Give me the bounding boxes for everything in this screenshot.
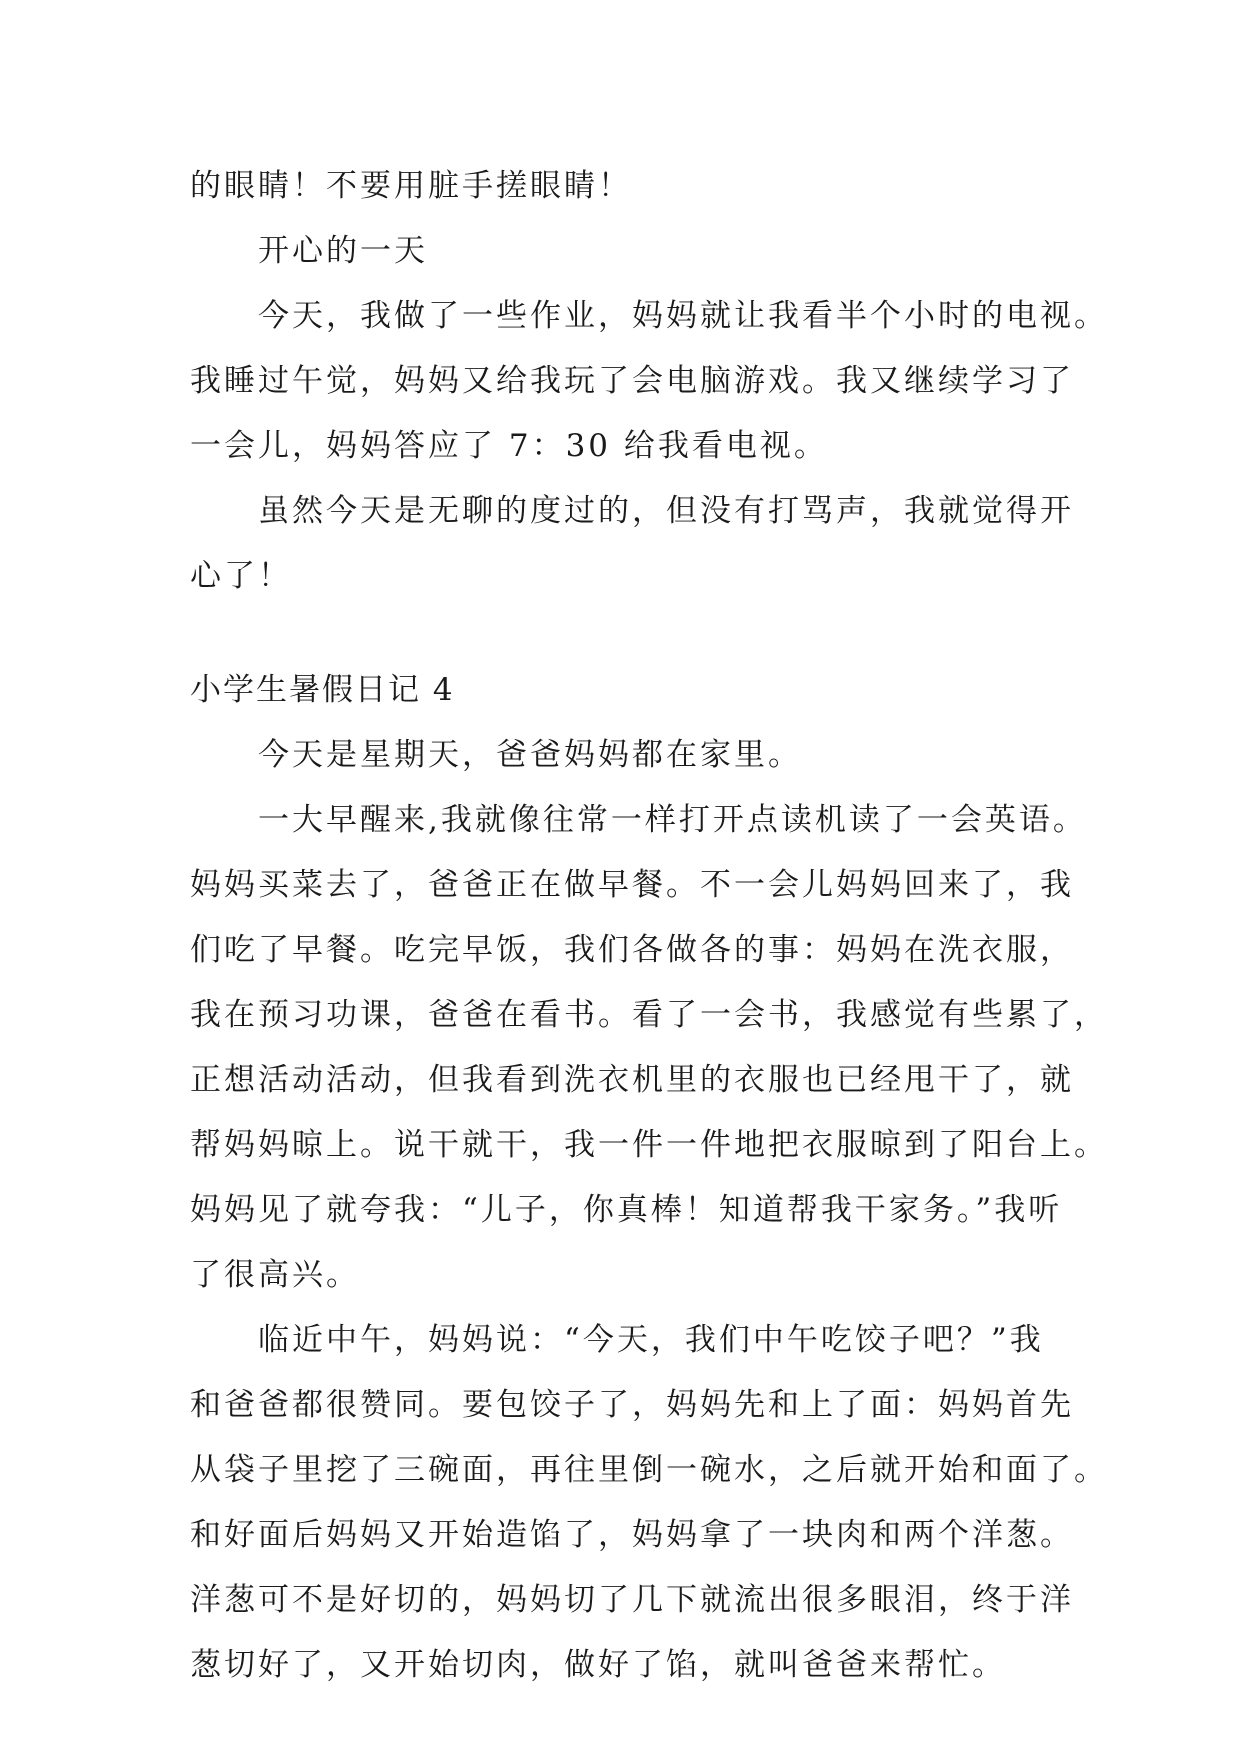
paragraph-line: 了很高兴。 (190, 1257, 360, 1293)
paragraph-line: 从袋子里挖了三碗面，再往里倒一碗水，之后就开始和面了。 (190, 1452, 1108, 1488)
paragraph-line: 帮妈妈晾上。说干就干，我一件一件地把衣服晾到了阳台上。 (190, 1127, 1108, 1163)
paragraph-line: 一会儿，妈妈答应了 7：30 给我看电视。 (190, 428, 828, 464)
paragraph-line: 今天是星期天，爸爸妈妈都在家里。 (258, 737, 802, 773)
paragraph-line: 正想活动活动，但我看到洗衣机里的衣服也已经甩干了，就 (190, 1062, 1074, 1098)
paragraph-line: 们吃了早餐。吃完早饭，我们各做各的事：妈妈在洗衣服， (190, 932, 1074, 968)
paragraph-line: 和爸爸都很赞同。要包饺子了，妈妈先和上了面：妈妈首先 (190, 1387, 1074, 1423)
paragraph-line: 和好面后妈妈又开始造馅了，妈妈拿了一块肉和两个洋葱。 (190, 1517, 1074, 1553)
section-title: 开心的一天 (258, 233, 428, 269)
paragraph-line: 妈妈见了就夸我：“儿子，你真棒！知道帮我干家务。”我听 (190, 1192, 1063, 1228)
paragraph-line: 一大早醒来,我就像往常一样打开点读机读了一会英语。 (258, 802, 1087, 838)
paragraph-line: 妈妈买菜去了，爸爸正在做早餐。不一会儿妈妈回来了，我 (190, 867, 1074, 903)
paragraph-line: 的眼睛！不要用脏手搓眼睛！ (190, 168, 632, 204)
paragraph-line: 虽然今天是无聊的度过的，但没有打骂声，我就觉得开 (258, 493, 1074, 529)
paragraph-line: 我在预习功课，爸爸在看书。看了一会书，我感觉有些累了， (190, 997, 1108, 1033)
paragraph-line: 今天，我做了一些作业，妈妈就让我看半个小时的电视。 (258, 298, 1108, 334)
diary-heading: 小学生暑假日记 4 (190, 672, 455, 708)
paragraph-line: 葱切好了，又开始切肉，做好了馅，就叫爸爸来帮忙。 (190, 1647, 1006, 1683)
paragraph-line: 心了！ (190, 558, 292, 594)
paragraph-line: 临近中午，妈妈说：“今天，我们中午吃饺子吧？”我 (258, 1322, 1044, 1358)
paragraph-line: 洋葱可不是好切的，妈妈切了几下就流出很多眼泪，终于洋 (190, 1582, 1074, 1618)
paragraph-line: 我睡过午觉，妈妈又给我玩了会电脑游戏。我又继续学习了 (190, 363, 1074, 399)
